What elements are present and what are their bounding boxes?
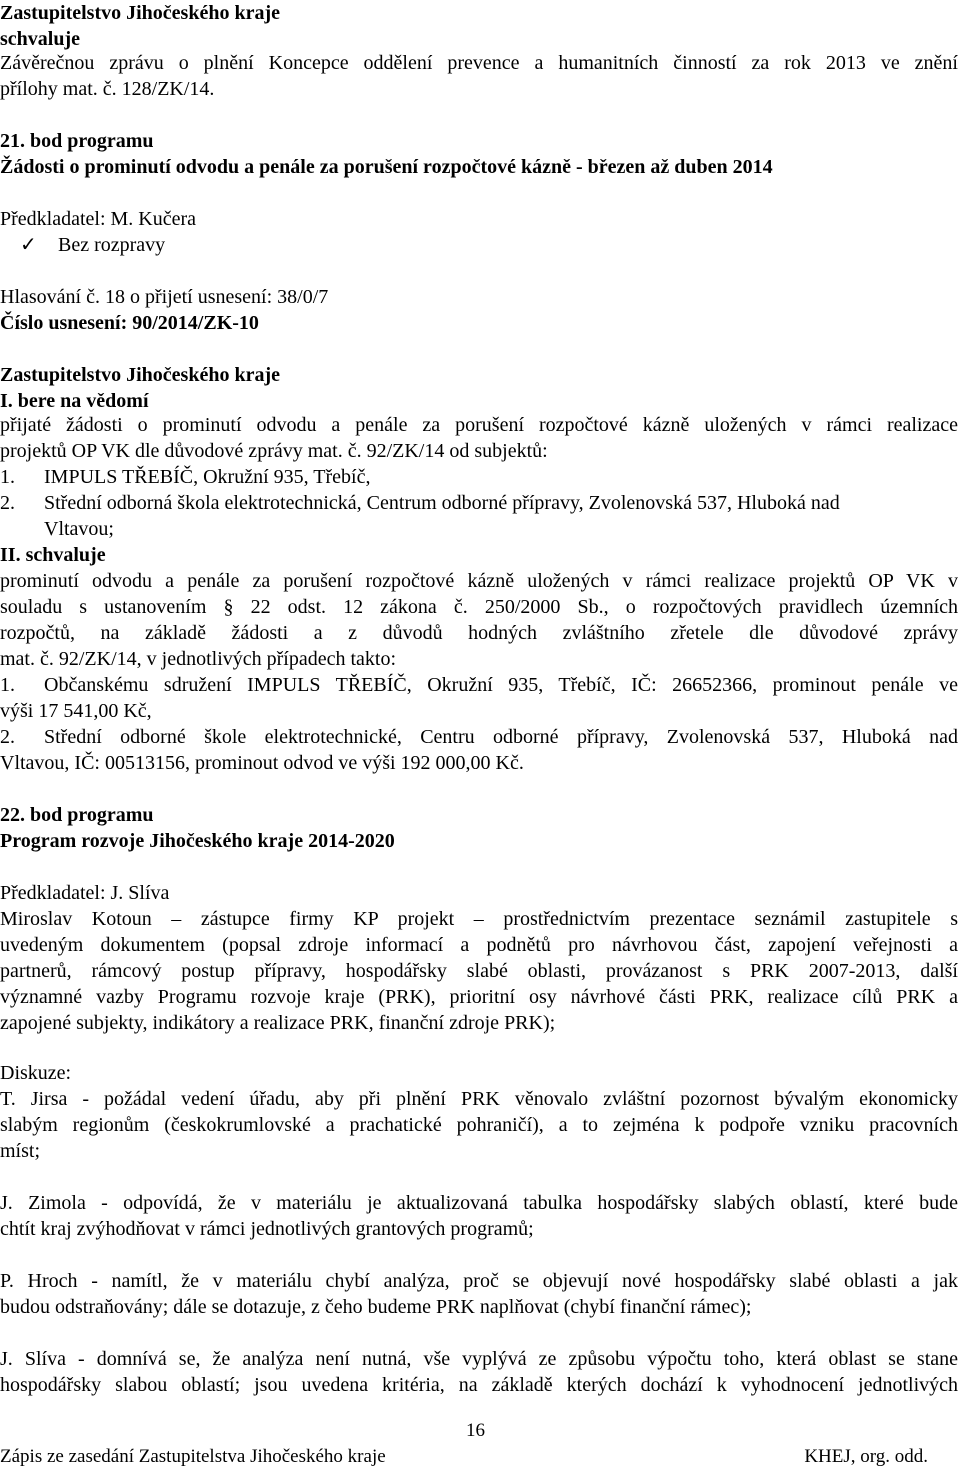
- list-item: 1. IMPULS TŘEBÍČ, Okružní 935, Třebíč,: [0, 466, 371, 488]
- list-item-continuation: výši 17 541,00 Kč,: [0, 700, 152, 722]
- paragraph-line: prominutí odvodu a penále za porušení rozpočtové kázně uložených v rámci realizace projektů OP VK v: [0, 570, 958, 592]
- heading-assembly: Zastupitelstvo Jihočeského kraje: [0, 364, 280, 386]
- discussion-entry: J. Slíva - domnívá se, že analýza není nutná, vše vyplývá ze způsobu výpočtu toho, která oblast se stane: [0, 1348, 958, 1370]
- checkmark-icon: ✓: [20, 234, 37, 256]
- list-item: 2. Střední odborné škole elektrotechnické, Centru odborné přípravy, Zvolenovská 537, Hluboká nad: [0, 726, 958, 748]
- section-approves: II. schvaluje: [0, 544, 106, 566]
- discussion-entry: míst;: [0, 1140, 41, 1162]
- heading-approves: schvaluje: [0, 28, 80, 50]
- paragraph-line: uvedeným dokumentem (popsal zdroje informací a podnětů pro návrhovou část, zapojení veřejnosti a: [0, 934, 958, 956]
- paragraph-line: Miroslav Kotoun – zástupce firmy KP projekt – prostřednictvím prezentace seznámil zastupitele s: [0, 908, 958, 930]
- list-item: 2. Střední odborná škola elektrotechnická, Centrum odborné přípravy, Zvolenovská 537, Hluboká nad: [0, 492, 840, 514]
- presenter: Předkladatel: J. Slíva: [0, 882, 170, 904]
- agenda-item-title: Program rozvoje Jihočeského kraje 2014-2020: [0, 830, 395, 852]
- discussion-entry: T. Jirsa - požádal vedení úřadu, aby při plnění PRK věnovalo zvláštní pozornost bývalým ekonomicky: [0, 1088, 958, 1110]
- discussion-entry: slabým regionům (českokrumlovské a prachatické pohraničí), a to zejména k podpoře vzniku pracovních: [0, 1114, 958, 1136]
- paragraph-line: přílohy mat. č. 128/ZK/14.: [0, 78, 215, 100]
- list-item-continuation: Vltavou;: [44, 518, 114, 540]
- paragraph-line: rozpočtů, na základě žádosti a z důvodů hodných zvláštního zřetele dle důvodové zprávy: [0, 622, 958, 644]
- agenda-item-title: Žádosti o prominutí odvodu a penále za porušení rozpočtové kázně - březen až duben 2014: [0, 156, 773, 178]
- agenda-item-heading: 21. bod programu: [0, 130, 154, 152]
- paragraph-line: přijaté žádosti o prominutí odvodu a penále za porušení rozpočtové kázně uložených v rámci realizace: [0, 414, 958, 436]
- heading-assembly: Zastupitelstvo Jihočeského kraje: [0, 2, 280, 24]
- footer-title: Zápis ze zasedání Zastupitelstva Jihočeského kraje: [0, 1446, 386, 1467]
- list-number: 1.: [0, 466, 15, 488]
- paragraph-line: souladu s ustanovením § 22 odst. 12 zákona č. 250/2000 Sb., o rozpočtových pravidlech územních: [0, 596, 958, 618]
- list-number: 2.: [0, 726, 15, 748]
- discussion-entry: P. Hroch - namítl, že v materiálu chybí analýza, proč se objevují nové hospodářsky slabé oblasti a jak: [0, 1270, 958, 1292]
- no-debate-item: [0, 232, 165, 258]
- discussion-entry: J. Zimola - odpovídá, že v materiálu je aktualizovaná tabulka hospodářsky slabých oblastí, které bude: [0, 1192, 958, 1214]
- footer-department: KHEJ, org. odd.: [804, 1446, 928, 1467]
- paragraph-line: partnerů, rámcový postup přípravy, hospodářsky slabé oblasti, provázanost s PRK 2007-2013, další: [0, 960, 958, 982]
- paragraph-line: mat. č. 92/ZK/14, v jednotlivých případech takto:: [0, 648, 397, 670]
- list-item: 1. Občanskému sdružení IMPULS TŘEBÍČ, Okružní 935, Třebíč, IČ: 26652366, prominout penále ve: [0, 674, 958, 696]
- agenda-item-heading: 22. bod programu: [0, 804, 154, 826]
- paragraph-line: Závěrečnou zprávu o plnění Koncepce oddělení prevence a humanitních činností za rok 2013 ve znění: [0, 52, 958, 74]
- section-takes-note: I. bere na vědomí: [0, 390, 149, 412]
- no-debate-label: Bez rozpravy: [58, 234, 166, 256]
- resolution-number: Číslo usnesení: 90/2014/ZK-10: [0, 312, 259, 334]
- list-item-continuation: Vltavou, IČ: 00513156, prominout odvod ve výši 192 000,00 Kč.: [0, 752, 524, 774]
- list-number: 2.: [0, 492, 15, 514]
- discussion-entry: hospodářsky slabou oblastí; jsou uvedena kritéria, na základě kterých dochází k vyhodnocení jednotlivých: [0, 1374, 958, 1396]
- list-number: 1.: [0, 674, 15, 696]
- discussion-entry: budou odstraňovány; dále se dotazuje, z čeho budeme PRK naplňovat (chybí finanční rámec);: [0, 1296, 752, 1318]
- discussion-label: Diskuze:: [0, 1062, 72, 1084]
- presenter: Předkladatel: M. Kučera: [0, 208, 197, 230]
- vote-info: Hlasování č. 18 o přijetí usnesení: 38/0/7: [0, 286, 329, 308]
- paragraph-line: významné vazby Programu rozvoje kraje (PRK), prioritní osy návrhové části PRK, realizace cílů PRK a: [0, 986, 958, 1008]
- page-number: 16: [466, 1420, 485, 1441]
- discussion-entry: chtít kraj zvýhodňovat v rámci jednotlivých grantových programů;: [0, 1218, 534, 1240]
- paragraph-line: zapojené subjekty, indikátory a realizace PRK, finanční zdroje PRK);: [0, 1012, 556, 1034]
- paragraph-line: projektů OP VK dle důvodové zprávy mat. č. 92/ZK/14 od subjektů:: [0, 440, 548, 462]
